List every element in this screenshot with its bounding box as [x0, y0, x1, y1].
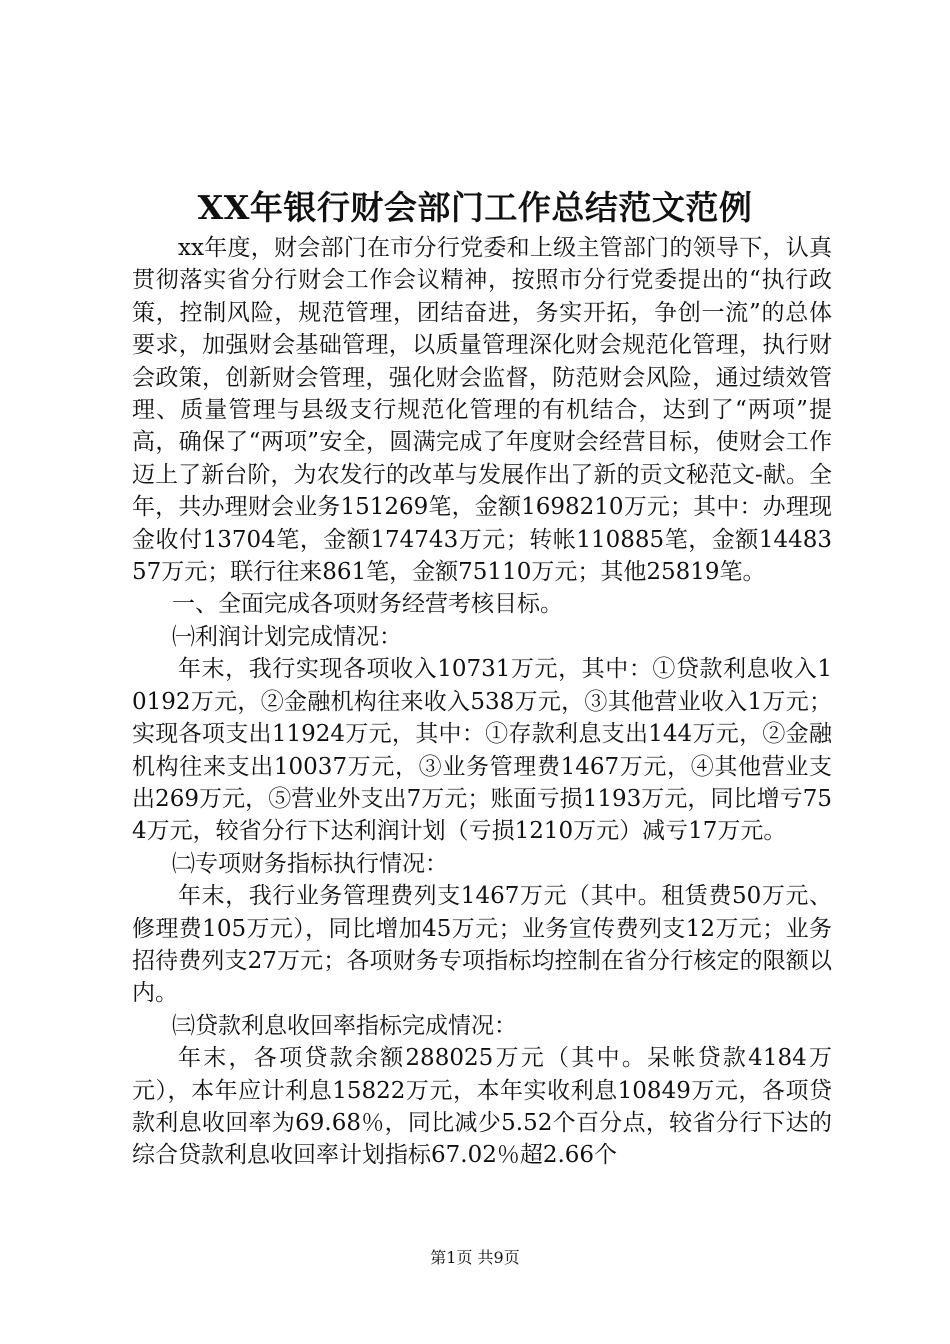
paragraph-special-indicators: 年末，我行业务管理费列支1467万元（其中。租赁费50万元、修理费105万元），同比增加45万元；业务宣传费列支12万元；业务招待费列支27万元；各项财务专项指标均控制在省分行核定的限额以内。 [132, 883, 832, 1007]
subsection-heading-3: ㈢贷款利息收回率指标完成情况： [172, 1012, 517, 1039]
document-title: XX年银行财会部门工作总结范文范例 [197, 188, 753, 227]
document-body [132, 232, 832, 1172]
paragraph-profit-plan: 年末，我行实现各项收入10731万元，其中：①贷款利息收入10192万元，②金融机构往来收入538万元，③其他营业收入1万元；实现各项支出11924万元，其中：①存款利息支出144万元，②金融机构往来支出10037万元，③业务管理费1467万元，④其他营业支出269万元，⑤营业外支出7万元；账面亏损1193万元，同比增亏754万元，较省分行下达利润计划（亏损1210万元）减亏17万元。 [132, 656, 832, 845]
paragraph-intro: xx年度，财会部门在市分行党委和上级主管部门的领导下，认真贯彻落实省分行财会工作会议精神，按照市分行党委提出的“执行政策，控制风险，规范管理，团结奋进，务实开拓，争创一流”的总体要求，加强财会基础管理，以质量管理深化财会规范化管理，执行财会政策，创新财会管理，强化财会监督，防范财会风险，通过绩效管理、质量管理与县级支行规范化管理的有机结合，达到了“两项”提高，确保了“两项”安全，圆满完成了年度财会经营目标，使财会工作迈上了新台阶，为农发行的改革与发展作出了新的贡文秘范文-献。全年，共办理财会业务151269笔，金额1698210万元；其中：办理现金收付13704笔，金额174743万元；转帐110885笔，金额1448357万元；联行往来861笔，金额75110万元；其他25819笔。 [132, 235, 832, 586]
page-footer: 第1页 共9页 [430, 1248, 520, 1267]
subsection-heading-1: ㈠利润计划完成情况： [172, 623, 402, 650]
paragraph-interest-recovery: 年末，各项贷款余额288025万元（其中。呆帐贷款4184万元），本年应计利息15822万元，本年实收利息10849万元，各项贷款利息收回率为69.68％，同比减少5.52个百分点，较省分行下达的综合贷款利息收回率计划指标67.02％超2.66个 [132, 1045, 832, 1169]
subsection-heading-2: ㈡专项财务指标执行情况： [172, 850, 448, 877]
section-heading-1: 一、全面完成各项财务经营考核目标。 [172, 591, 563, 618]
